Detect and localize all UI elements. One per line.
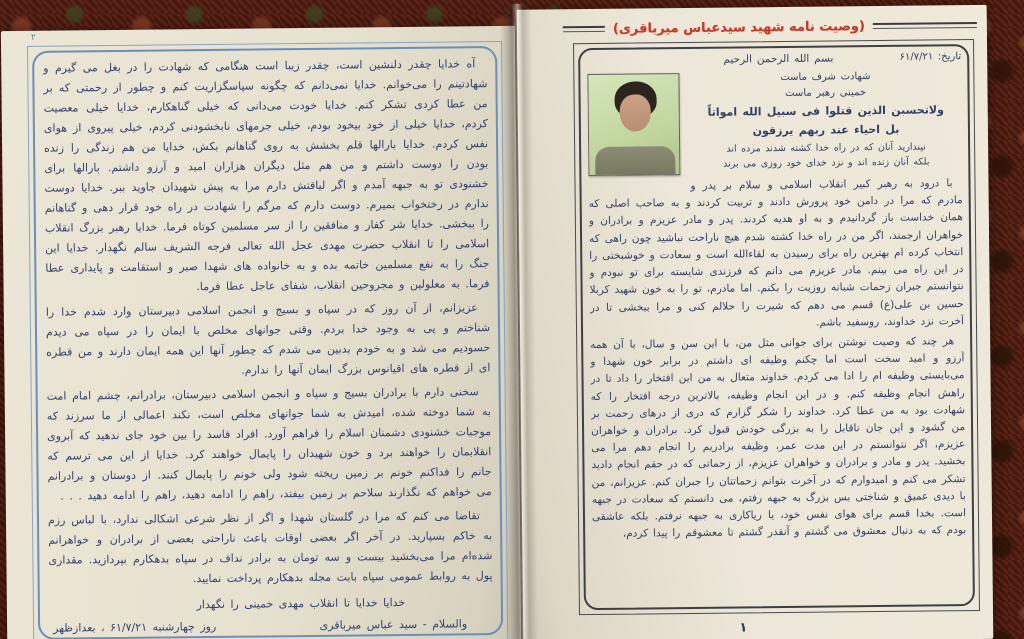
slogan-khomeini: خمینی رهبر ماست: [785, 86, 867, 99]
left-page-number: ۲: [30, 32, 36, 43]
signature-date: روز چهارشنبه ۶۱/۷/۲۱ ، بعدازظهر: [53, 620, 217, 636]
page-header: [563, 13, 977, 41]
verse-arabic: ولاتحسبن الذین قتلوا فی سبیل الله امواتاً: [707, 103, 944, 120]
testament-footer: [49, 592, 493, 639]
date-bismillah-row: [587, 49, 961, 70]
right-page-text: [587, 49, 967, 601]
slogan-martyrdom: شهادت شرف ماست: [780, 71, 871, 84]
bismillah: بسم الله الرحمن الرحیم: [723, 52, 834, 66]
verse-translation: بلکه آنان زنده اند و نزد خدای خود روزی می برند: [723, 156, 930, 170]
verse-arabic: بل احیاء عند ربهم یرزقون: [752, 122, 900, 138]
testament-paragraph: تقاضا می کنم که مرا در گلستان شهدا و اگر از نظر شرعی اشکالی ندارد، با لباس رزم به خاکم بسپارید. در آخر اگر بعضی اوقات باعث ناراحتی بعضی از برادران و خواهرانم شده‌ام مرا می‌بخشید بیست و سه تومان به برادر نداف در سپاه بدهکارم بپردازید. مقداری پول به روابط عمومی سپاه بابت مجله بدهکارم پرداخت نمایید.: [47, 509, 493, 586]
testament-paragraph: عزیزانم، از آن روز که در سپاه و بسیج و انجمن اسلامی دبیرستان وارد شدم خدا را شناختم و پی به وجود خدا بردم. وقتی جوانهای مخلص با ایمان را در سپاه می دیدم حسودیم می شد و به خودم بدبین می شدم که چطور آنها این همه ایمان دارند و من قطره ای از قطره های اقیانوس بزرگ ایمان آنها را ندارم.: [45, 301, 491, 377]
martyr-photo: [587, 73, 680, 176]
testament-paragraph: سخنی دارم با برادران بسیج و سپاه و انجمن اسلامی دبیرستان، برادرانم، چشم امام امت به شما دوخته شده، امیدش به شما جوانهای مخلص است، نکند اعمالی از ما سرزند که موجبات خشنودی دشمنان اسلام را فراهم آورد. افراد فاسد را بین خود جای ندهید که آبروی انقلابمان را خواهند برد و خون شهیدان را پایمال خواهند کرد. خدایا از این می ترسم که جانم را فداکنم خونم بر زمین ریخته شود ولی خونم را پایمال کنند. از دوستان و برادرانم می خواهم که نگذارند سلاحم بر زمین بیفتد، راهم را ادامه دهید، راهم را ادامه دهید . . .: [46, 385, 492, 503]
signature-row: [49, 612, 493, 639]
testament-paragraph: با درود به رهبر کبیر انقلاب اسلامی و سلام بر پدر و مادرم که مرا در دامن خود پرورش دادند و تربیت کردند و به صاحب اصلی که همان خداست باز گردانیدم و به او هدیه کردند. پدر و مادر عزیزم و برادران و خواهران ارجمند، اگر من در راه خدا کشته شدم هیچ ناراحت نباشید چون راهی که انتخاب کرده ام بهترین راه برای رسیدن به لقاءالله است و سعادت و خوشبختی را در این راه می بینم. مادر عزیزم می دانم که فرزندی شایسته برای تو نبودم و نتوانستم جبران زحمات شبانه روزیت را بکنم. اما مادرم، تو را به خون شهید کربلا حسین بن علی(ع) قسم می دهم که شیرت را حلالم کنی و مرا ببخشی تا در آخرت نزد خداوند، روسفید باشم.: [588, 177, 965, 329]
photo-face: [620, 95, 651, 132]
right-page-number: ۱: [739, 620, 748, 636]
header-rule-left: [563, 26, 605, 32]
testament-paragraph: هر چند که وصیت نوشتن برای جوانی مثل من، با این سن و سال، با آن همه آرزو و امید سخت است اما چکنم وظیفه ای داشتم در برابر خون شهدا و می‌بایستی وظیفه ام را ادا می کردم. خداوند متعال به من این افتخار را داد تا در راهش انجام وظیفه کنم. و در این انجام وظیفه، بالاترین درجه افتخار را که شهادت بود به من عطا کرد. خداوند را شکر گزارم که دری از درهای رحمت بر من گشود و این جان ناقابل را به بزرگی خودش قبول کرد. برادران و خواهران عزیزم، اگر نتوانستم در این مدت عمر، وظیفه برادریم را انجام دهم مرا می بخشید. پدر و مادر و برادران و خواهران عزیزم، از زحماتی که در حقم انجام دادید تشکر می کنم و امیدوارم که در آخرت بتوانم زحماتتان را جبران کنم. عزیزانم، من با دیدی عمیق و شناختی بس بزرگ به جبهه رفتم، می دانستم که سعادت در جبهه است. بخدا قسم برای هوای نفس خود، یا ریاکاری به جبهه نرفتم. بلکه عاشقی بودم که به دنبال معشوق می گشتم و آنقدر گشتم تا معشوقم را پیدا کردم،: [590, 335, 967, 541]
right-page: [517, 5, 994, 639]
verse-translation: نپندارید آنان که در راه خدا کشته شدند مرده اند: [726, 141, 926, 155]
left-page-text: [43, 54, 493, 639]
closing-slogan: خدایا خدایا تا انقلاب مهدی خمینی را نگهدار: [196, 596, 406, 612]
left-page: [1, 26, 521, 639]
date-label: تاریخ: ۶۱/۷/۲۱: [899, 51, 962, 63]
header-rule-right: [873, 22, 977, 29]
signature: والسلام - سید عباس میرباقری: [319, 617, 468, 633]
testament-paragraph: آه خدایا چقدر دلنشین است، چقدر زیبا است هنگامی که شهادت را در بغل می گیرم و شهادتینم را می‌خوانم. خدایا نمی‌دانم که چگونه سپاسگزاریت کنم و چطور از رحمتی که بر من عطا کردی تشکر کنم. خدایا خودت می‌دانی که خیلی گناهکارم، خدایا خیلی معصیت کردم، خدایا خیلی از خود بیخود بودم، خیلی جرمهای نابخشودنی کردم، خیلی پیروی از هوای نفس کردم. خدایا بارالها قلم بخشش به روی گناهانم بکش، خدایا من هم زندگی را زنده بودن را دوست داشتم و من هم مثل دیگران هزاران امید و آرزو داشتم. بارالها برای خشنودی تو به جبهه آمدم و اگر لیاقتش دارم مرا به پیش شهیدان جاوید ببر. خدایا دوست ندارم در رختخواب بمیرم. دوست دارم که مرگم را شهادت در راه خود قرار دهی و گناهانم را ببخشی. خدایا شر کفار و منافقین را از سر مسلمین کوتاه فرما. خدایا رهبر بزرگ انقلاب اسلامی را تا انقلاب حضرت مهدی عجل الله تعالی فرجه الشریف سالم نگهدار. خدایا این جنگ را به نفع مسلمین خاتمه بده و به خانواده های شهدا صبر و استقامت و پایداری عطا فرما. به معلولین و مجروحین انقلاب، شفای عاجل عطا فرما.: [43, 57, 490, 294]
photo-shoulders: [595, 146, 675, 176]
page-title: (وصیت نامه شهید سیدعباس میرباقری): [612, 18, 865, 37]
